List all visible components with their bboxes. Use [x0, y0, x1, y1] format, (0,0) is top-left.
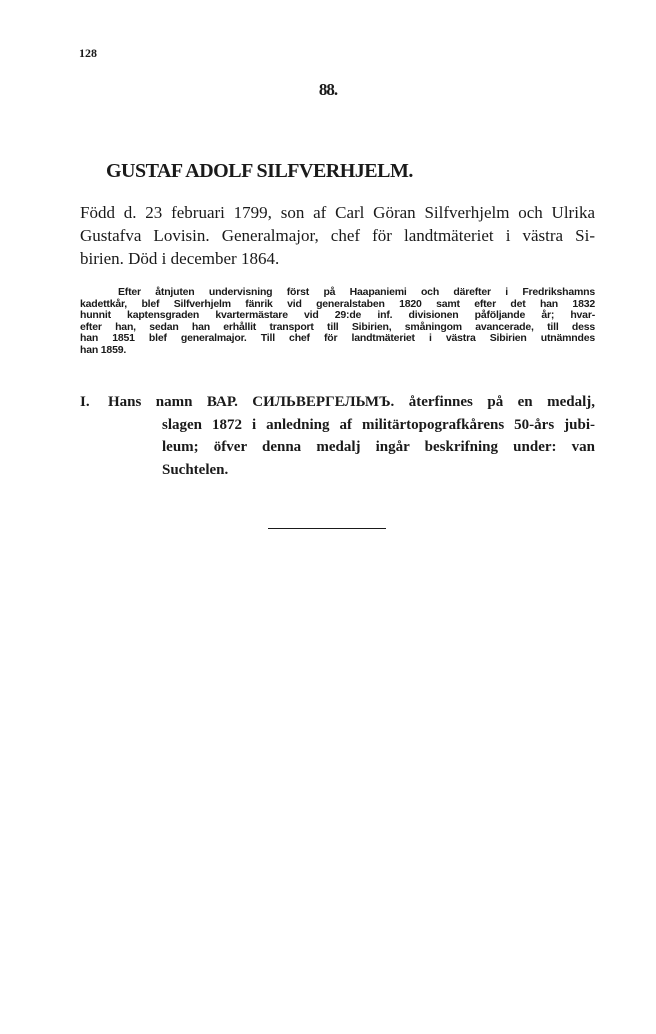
entry-number: 88. — [318, 80, 338, 99]
biography-line: Gustafva Lovisin. Generalmajor, chef för landtmäteriet i västra Si- — [80, 226, 595, 245]
item-line: slagen 1872 i anledning af militärtopografkårens 50-års jubi- — [162, 416, 595, 433]
page-number: 128 — [79, 46, 97, 60]
biography-line: Född d. 23 februari 1799, son af Carl Göran Silfverhjelm och Ulrika — [80, 203, 595, 222]
item-body — [108, 391, 595, 481]
career-note-line: hunnit kaptensgraden kvartermästare vid 29:de inf. divisionen påföljande år; hvar- — [80, 309, 595, 321]
career-note-line: kadettkår, blef Silfverhjelm fänrik vid generalstaben 1820 samt efter det han 1832 — [80, 297, 595, 310]
item-marker: I. — [80, 394, 90, 410]
career-note — [80, 287, 595, 356]
career-note-line: Efter åtnjuten undervisning först på Haapaniemi och därefter i Fredrikshamns — [118, 286, 595, 298]
item-line: Hans namn ВАР. СИЛЬВЕРГЕЛЬМЪ. återfinnes på en medalj, — [108, 394, 595, 410]
entry-title: GUSTAF ADOLF SILFVERHJELM. — [106, 160, 413, 182]
career-note-line: efter han, sedan han erhållit transport till Sibirien, småningom avancerade, till dess — [80, 320, 595, 333]
item-line: Suchtelen. — [162, 461, 229, 478]
career-note-line: han 1859. — [80, 343, 127, 356]
biography-paragraph — [80, 201, 595, 270]
biography-line: birien. Död i december 1864. — [80, 249, 280, 268]
section-divider — [268, 528, 386, 529]
career-note-line: han 1851 blef generalmajor. Till chef för landtmäteriet i västra Sibirien utnämndes — [80, 332, 595, 344]
item-line: leum; öfver denna medalj ingår beskrifning under: van — [162, 439, 595, 455]
